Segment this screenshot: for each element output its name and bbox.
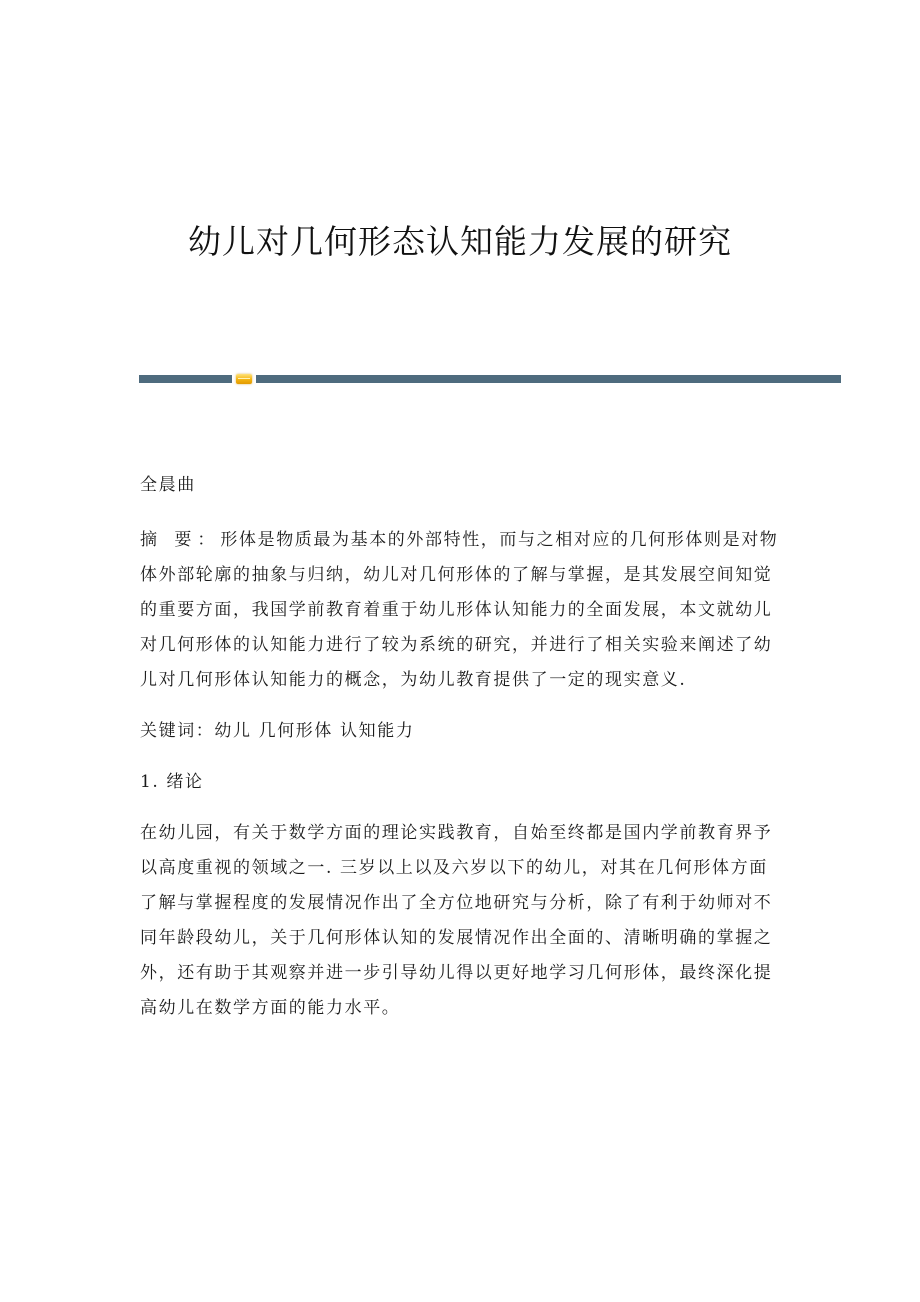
keywords (140, 714, 785, 749)
abstract (140, 523, 785, 698)
divider-bar-right (256, 375, 841, 383)
document-title: 幼儿对几何形态认知能力发展的研究 (188, 222, 732, 261)
document-body (140, 468, 785, 1026)
title-divider (139, 374, 841, 384)
body-paragraph: 在幼儿园，有关于数学方面的理论实践教育，自始至终都是国内学前教育界予以高度重视的领域之一. 三岁以上以及六岁以下的幼儿，对其在几何形体方面了解与掌握程度的发展情况作出了全方位地研究与分析，除了有利于幼师对不同年龄段幼儿，关于几何形体认知的发展情况作出全面的、清晰明确的掌握之外，还有助于其观察并进一步引导幼儿得以更好地学习几何形体，最终深化提高幼儿在数学方面的能力水平。 (140, 823, 773, 1018)
keywords-label: 关键词： (140, 721, 215, 741)
author-name: 全晨曲 (140, 475, 196, 495)
keywords-text: 幼儿 几何形体 认知能力 (214, 721, 415, 741)
abstract-text: 形体是物质最为基本的外部特性，而与之相对应的几何形体则是对物体外部轮廓的抽象与归纳，幼儿对几何形体的了解与掌握，是其发展空间知觉的重要方面，我国学前教育着重于幼儿形体认知能力的全面发展，本文就幼儿对几何形体的认知能力进行了较为系统的研究，并进行了相关实验来阐述了幼儿对几何形体认知能力的概念，为幼儿教育提供了一定的现实意义. (140, 530, 779, 690)
abstract-label: 摘 要： (140, 530, 221, 550)
gold-gem-icon (236, 374, 252, 384)
section-heading-introduction: 1. 绪论 (140, 772, 204, 792)
divider-bar-left (139, 375, 232, 383)
